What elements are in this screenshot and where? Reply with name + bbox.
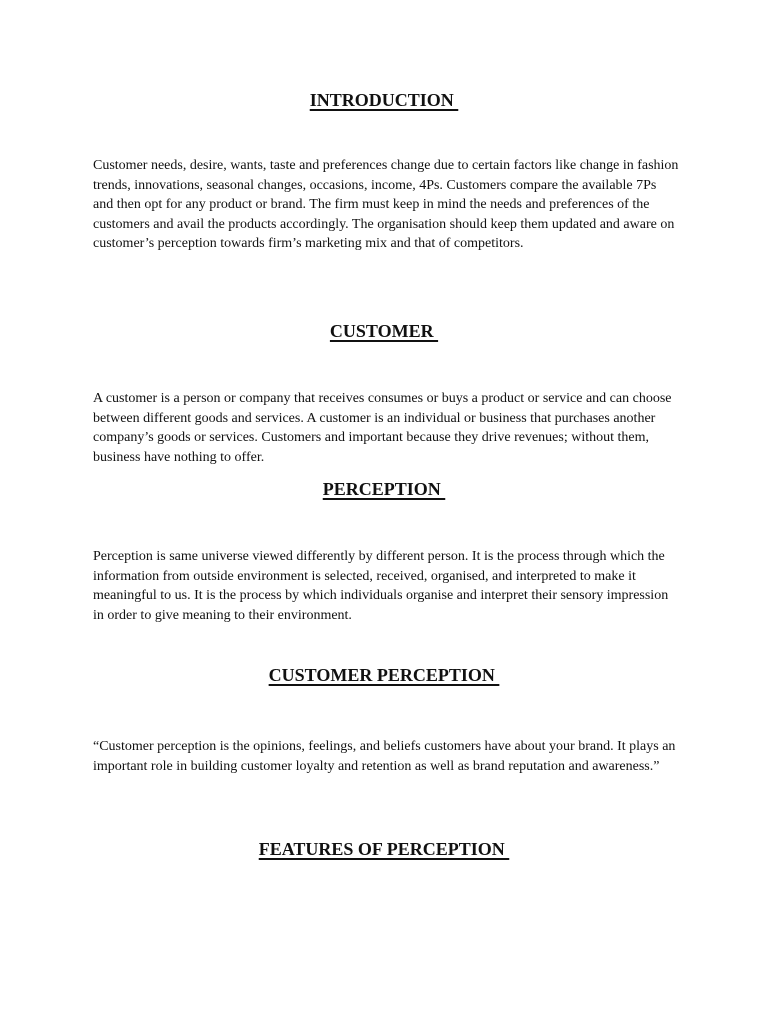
features-of-perception-heading (0, 838, 768, 860)
customer-perception-paragraph: “Customer perception is the opinions, feelings, and beliefs customers have about your brand. It plays an important role in building customer loyalty and retention as well as brand reputation and awareness.” (93, 739, 676, 774)
perception-heading-text: PERCEPTION (322, 479, 446, 499)
customer-heading-text: CUSTOMER (329, 321, 439, 341)
features-of-perception-heading-text: FEATURES OF PERCEPTION (258, 839, 510, 859)
introduction-heading-text: INTRODUCTION (309, 90, 459, 110)
perception-paragraph: Perception is same universe viewed differently by different person. It is the process through which the information from outside environment is selected, received, organised, and interpreted to make it meaningful to us. It is the process by which individuals organise and interpret their sensory impression in order to give meaning to their environment. (93, 549, 669, 623)
introduction-paragraph: Customer needs, desire, wants, taste and preferences change due to certain factors like change in fashion trends, innovations, seasonal changes, occasions, income, 4Ps. Customers compare the available 7Ps and then opt for any product or brand. The firm must keep in mind the needs and preferences of the customers and avail the products accordingly. The organisation should keep them updated and aware on customer’s perception towards firm’s marketing mix and that of competitors. (93, 158, 679, 252)
perception-heading (0, 478, 768, 500)
introduction-heading (0, 89, 768, 111)
customer-perception-heading (0, 664, 768, 686)
customer-paragraph: A customer is a person or company that receives consumes or buys a product or service and can choose between different goods and services. A customer is an individual or business that purchases another company’s goods or services. Customers and important because they drive revenues; without them, business have nothing to offer. (93, 391, 672, 465)
customer-perception-heading-text: CUSTOMER PERCEPTION (268, 665, 500, 685)
customer-heading (0, 320, 768, 342)
